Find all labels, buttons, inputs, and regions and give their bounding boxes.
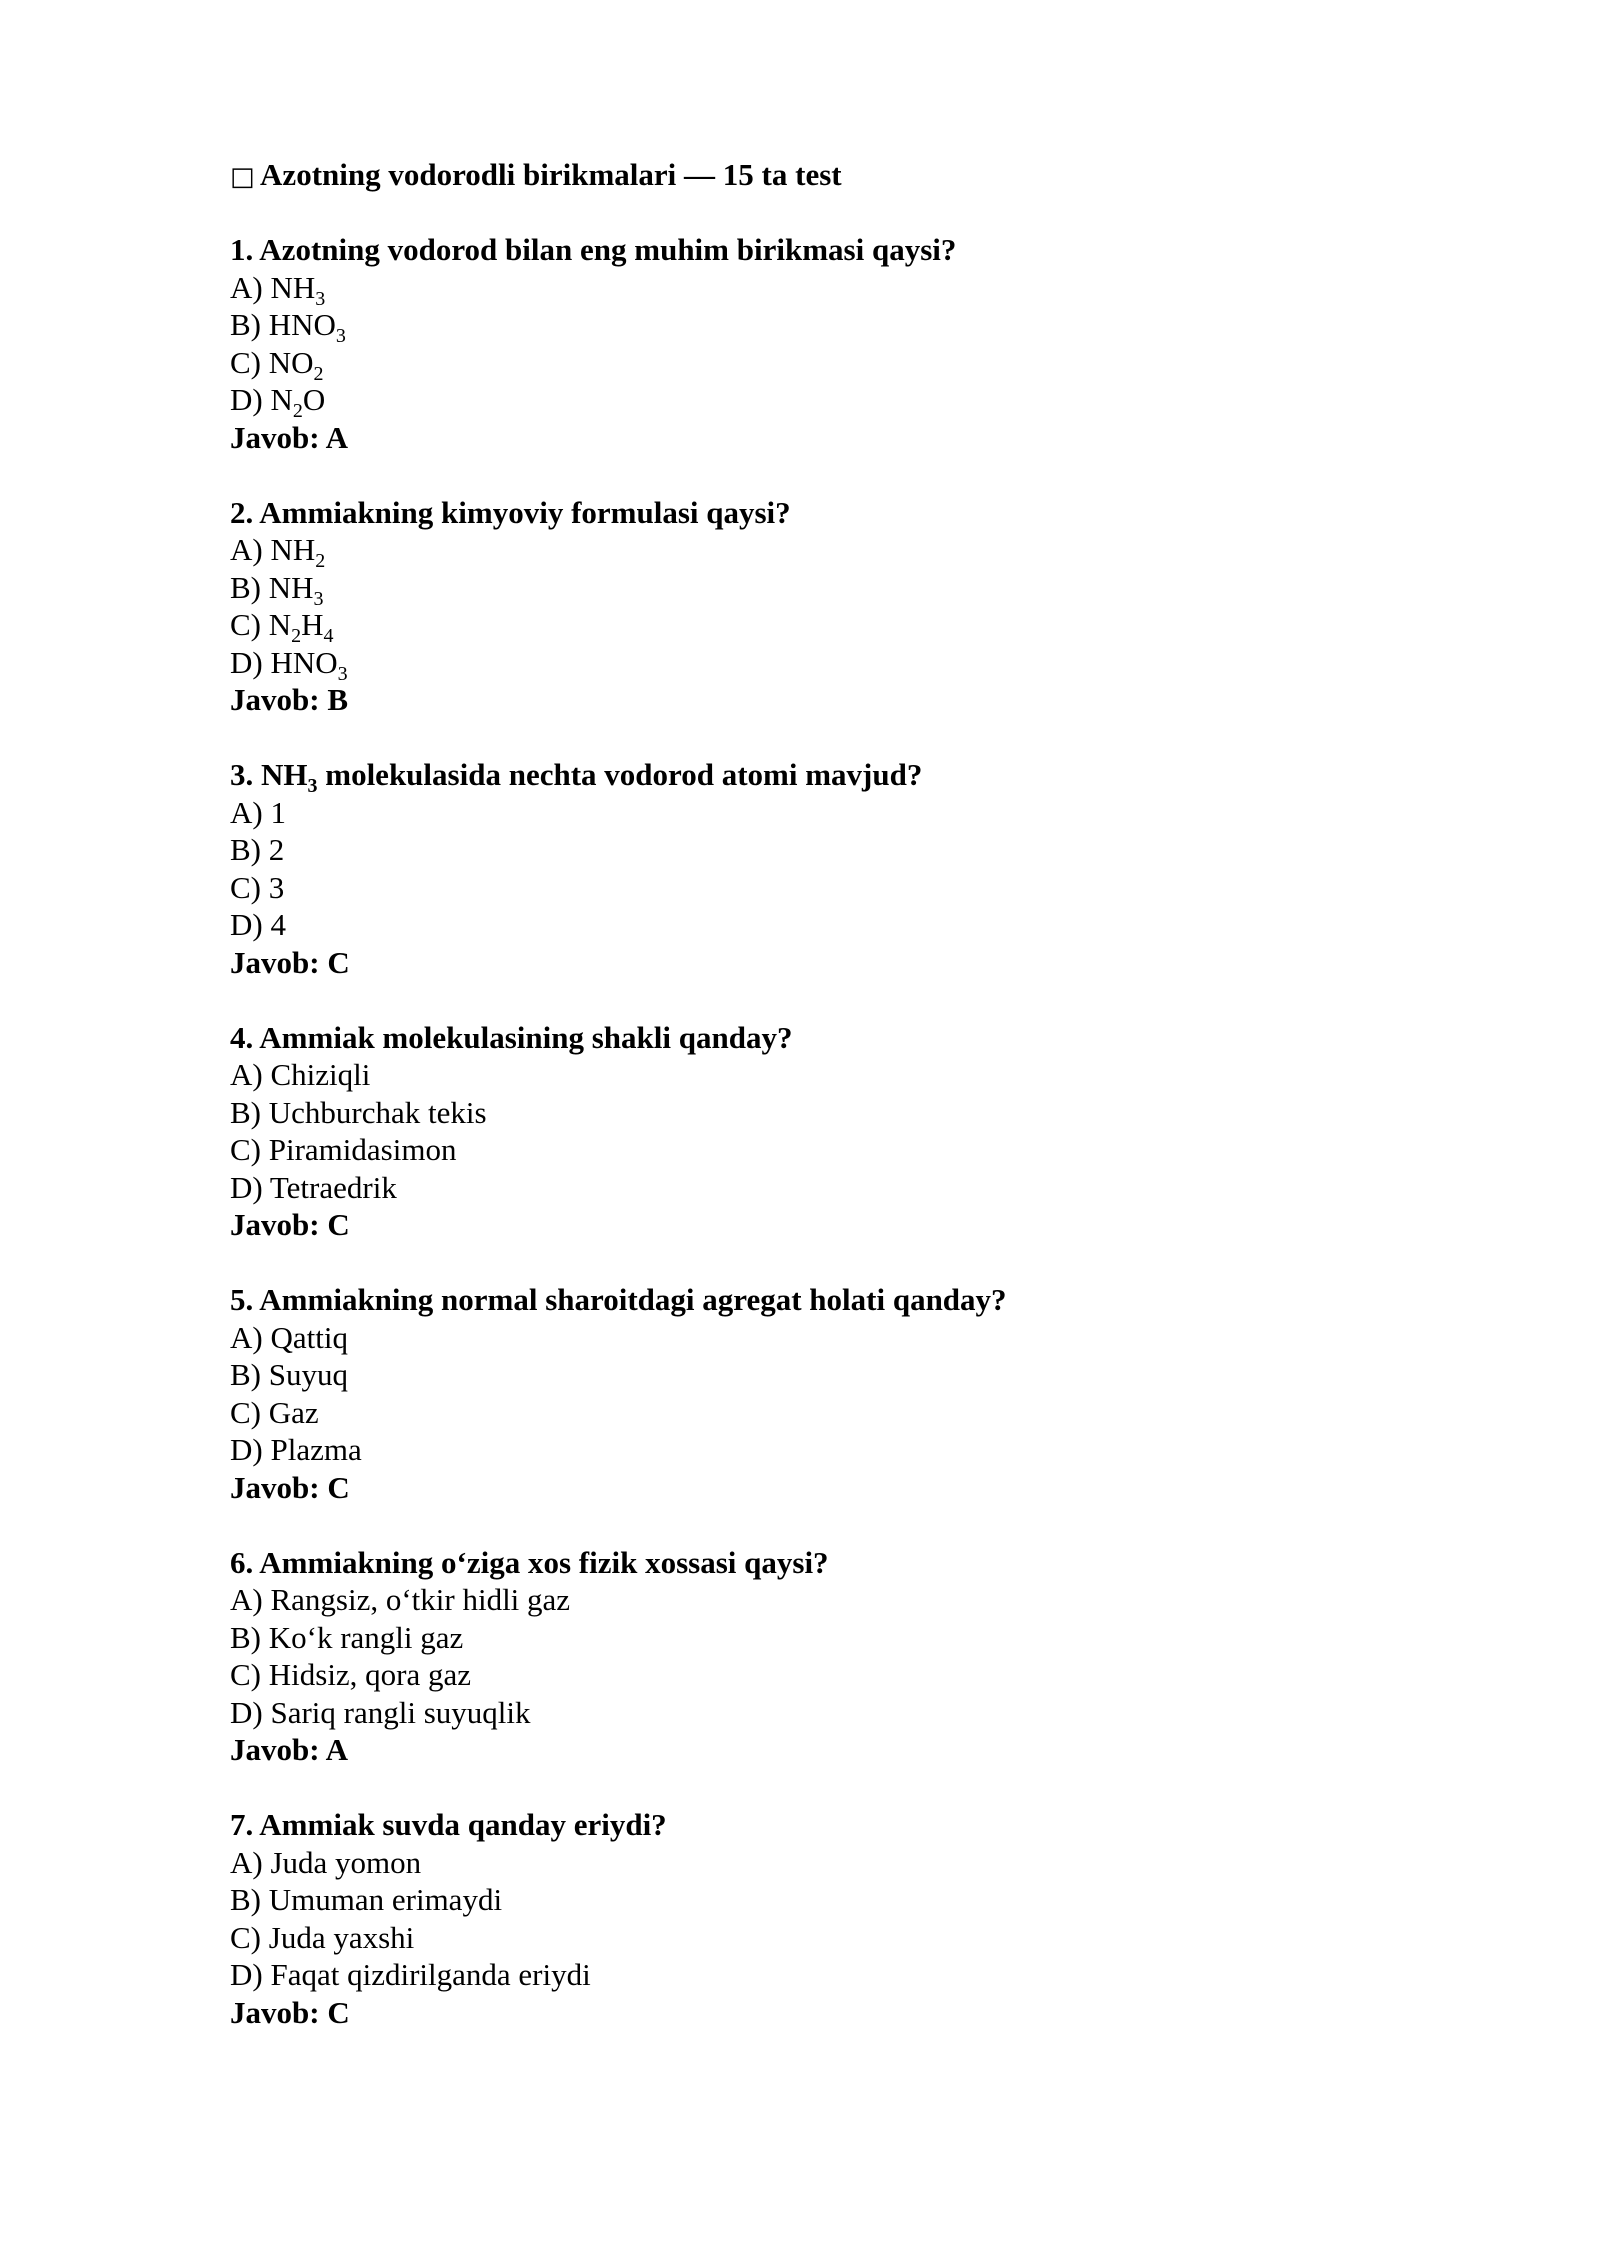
answer-option bbox=[230, 1956, 1410, 1994]
answer-option bbox=[230, 1094, 1410, 1132]
subscript: 3 bbox=[335, 325, 346, 347]
answer-option bbox=[230, 1356, 1410, 1394]
text-segment: D) 4 bbox=[230, 907, 286, 942]
text-segment: A) Juda yomon bbox=[230, 1844, 422, 1880]
correct-answer: Javob: A bbox=[230, 1732, 348, 1767]
text-segment: Ammiakning o‘ziga xos fizik xossasi qaysi? bbox=[259, 1544, 829, 1580]
subscript: 3 bbox=[313, 587, 324, 610]
correct-answer: Javob: A bbox=[230, 419, 348, 455]
document-title-text: Azotning vodorodli birikmalari — 15 ta test bbox=[260, 157, 842, 192]
text-segment: NH bbox=[261, 757, 308, 792]
text-segment: B) Ko‘k rangli gaz bbox=[230, 1619, 464, 1655]
answer-option bbox=[230, 644, 1410, 685]
text-segment: A) 1 bbox=[230, 794, 286, 830]
subscript: 3 bbox=[315, 287, 326, 310]
clipboard-icon: □ bbox=[230, 162, 255, 192]
correct-answer: Javob: B bbox=[230, 682, 348, 717]
text-segment: C) N bbox=[230, 607, 292, 642]
document-title bbox=[230, 156, 1410, 194]
question-text bbox=[230, 1544, 1410, 1582]
question-7 bbox=[230, 1806, 1410, 2031]
answer-option bbox=[230, 906, 1410, 944]
question-text bbox=[230, 231, 1410, 269]
subscript: 2 bbox=[313, 362, 324, 385]
text-segment: D) HNO bbox=[230, 644, 338, 680]
question-text bbox=[230, 1806, 1410, 1844]
question-text bbox=[230, 494, 1410, 532]
text-segment: D) Faqat qizdirilganda eriydi bbox=[230, 1957, 591, 1992]
text-segment: B) HNO bbox=[230, 307, 336, 342]
answer-option bbox=[230, 869, 1410, 907]
text-segment: A) NH bbox=[230, 532, 316, 567]
document-page bbox=[230, 156, 1410, 2069]
answer-option bbox=[230, 306, 1410, 347]
answer-option bbox=[230, 1394, 1410, 1432]
text-segment: C) NO bbox=[230, 344, 314, 380]
text-segment: C) Gaz bbox=[230, 1394, 319, 1430]
text-segment: Ammiak molekulasining shakli qanday? bbox=[259, 1019, 793, 1055]
answer-option bbox=[230, 831, 1410, 869]
subscript: 3 bbox=[307, 775, 318, 797]
question-3 bbox=[230, 756, 1410, 981]
question-number: 5. bbox=[230, 1282, 254, 1317]
text-segment: O bbox=[302, 382, 326, 417]
subscript: 3 bbox=[337, 662, 348, 685]
answer-option bbox=[230, 1056, 1410, 1094]
answer-option bbox=[230, 1881, 1410, 1919]
text-segment: A) Qattiq bbox=[230, 1319, 348, 1355]
answer-option bbox=[230, 1169, 1410, 1207]
answer-option bbox=[230, 1919, 1410, 1957]
text-segment: C) Hidsiz, qora gaz bbox=[230, 1657, 472, 1692]
subscript: 2 bbox=[291, 625, 302, 647]
answer-option bbox=[230, 531, 1410, 572]
text-segment: B) Uchburchak tekis bbox=[230, 1094, 487, 1130]
answer-option bbox=[230, 606, 1410, 647]
subscript: 2 bbox=[292, 400, 303, 422]
text-segment: D) Plazma bbox=[230, 1432, 362, 1467]
question-number: 1. bbox=[230, 232, 254, 267]
correct-answer: Javob: C bbox=[230, 1994, 350, 2030]
text-segment: Ammiakning normal sharoitdagi agregat holati qanday? bbox=[259, 1282, 1007, 1317]
question-text bbox=[230, 1281, 1410, 1319]
text-segment: B) Umuman erimaydi bbox=[230, 1882, 503, 1917]
question-1 bbox=[230, 231, 1410, 456]
answer-option bbox=[230, 381, 1410, 422]
text-segment: D) Sariq rangli suyuqlik bbox=[230, 1694, 531, 1730]
correct-answer: Javob: C bbox=[230, 944, 350, 980]
answer-option bbox=[230, 1319, 1410, 1357]
question-number: 4. bbox=[230, 1019, 254, 1055]
answer-option bbox=[230, 1131, 1410, 1169]
text-segment: A) NH bbox=[230, 269, 316, 305]
text-segment: Ammiak suvda qanday eriydi? bbox=[259, 1807, 667, 1842]
question-number: 6. bbox=[230, 1544, 254, 1580]
answer-option bbox=[230, 1581, 1410, 1619]
text-segment: molekulasida nechta vodorod atomi mavjud? bbox=[317, 757, 923, 792]
correct-answer: Javob: C bbox=[230, 1469, 350, 1505]
question-number: 3. bbox=[230, 757, 254, 792]
answer-option bbox=[230, 1656, 1410, 1694]
answer-option bbox=[230, 1844, 1410, 1882]
question-5 bbox=[230, 1281, 1410, 1506]
question-list bbox=[230, 231, 1410, 2031]
text-segment: A) Chiziqli bbox=[230, 1057, 371, 1092]
answer-option bbox=[230, 344, 1410, 385]
answer-option bbox=[230, 1619, 1410, 1657]
text-segment: A) Rangsiz, o‘tkir hidli gaz bbox=[230, 1582, 571, 1617]
answer-option bbox=[230, 1431, 1410, 1469]
answer-option bbox=[230, 269, 1410, 310]
answer-option bbox=[230, 794, 1410, 832]
question-6 bbox=[230, 1544, 1410, 1769]
subscript: 2 bbox=[315, 550, 326, 572]
question-2 bbox=[230, 494, 1410, 719]
text-segment: Ammiakning kimyoviy formulasi qaysi? bbox=[259, 494, 791, 530]
question-number: 2. bbox=[230, 494, 254, 530]
question-text bbox=[230, 756, 1410, 797]
text-segment: B) Suyuq bbox=[230, 1357, 348, 1392]
question-text bbox=[230, 1019, 1410, 1057]
question-number: 7. bbox=[230, 1807, 254, 1842]
text-segment: D) Tetraedrik bbox=[230, 1169, 397, 1205]
text-segment: Azotning vodorod bilan eng muhim birikmasi qaysi? bbox=[259, 232, 957, 267]
question-4 bbox=[230, 1019, 1410, 1244]
text-segment: D) N bbox=[230, 382, 293, 417]
subscript: 4 bbox=[323, 625, 334, 647]
text-segment: H bbox=[301, 607, 324, 642]
answer-option bbox=[230, 1694, 1410, 1732]
answer-option bbox=[230, 569, 1410, 610]
text-segment: C) Juda yaxshi bbox=[230, 1919, 415, 1955]
text-segment: B) 2 bbox=[230, 832, 285, 867]
text-segment: C) Piramidasimon bbox=[230, 1132, 457, 1167]
text-segment: C) 3 bbox=[230, 869, 285, 905]
text-segment: B) NH bbox=[230, 569, 314, 605]
correct-answer: Javob: C bbox=[230, 1207, 350, 1242]
